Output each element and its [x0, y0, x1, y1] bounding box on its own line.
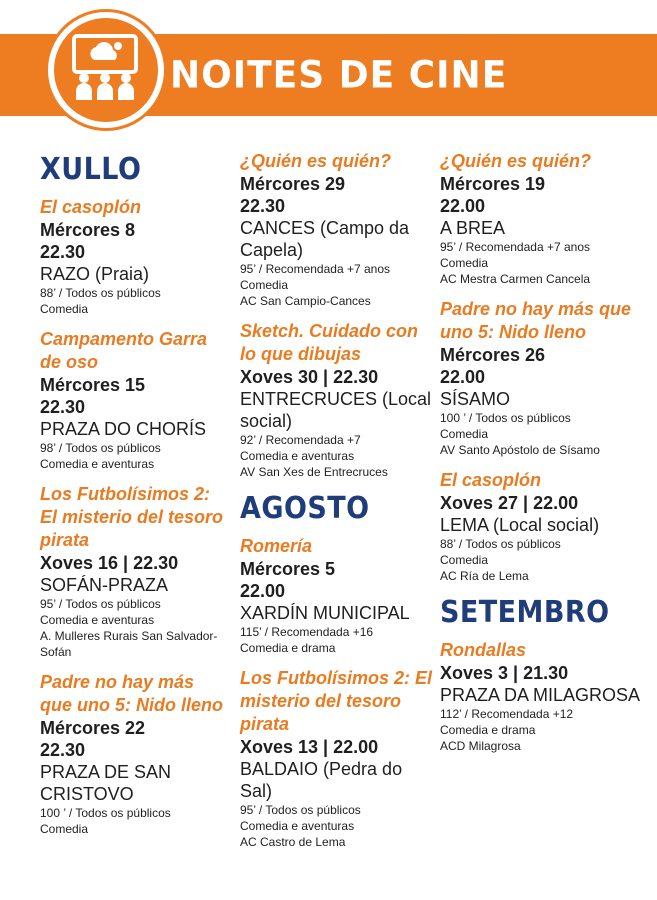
screening-detail: Comedia	[40, 822, 89, 836]
cinema-audience-icon	[68, 34, 144, 104]
screening-detail: 88’ / Todos os públicos	[440, 537, 561, 551]
screening-detail: 100 ’ / Todos os públicos	[440, 411, 571, 425]
film-title: Sketch. Cuidado con lo que dibujas	[240, 321, 419, 364]
screening-detail: 95’ / Todos os públicos	[240, 803, 361, 817]
screening-detail: 98’ / Todos os públicos	[40, 441, 161, 455]
column-1	[40, 150, 230, 848]
screening-detail: 95’ / Recomendada +7 anos	[240, 262, 390, 276]
screening-detail: Comedia e aventuras	[240, 819, 355, 833]
screening-date: Xoves 30 | 22.30	[240, 367, 379, 387]
screening-venue: A BREA	[440, 218, 506, 238]
screening-detail: 88’ / Todos os públicos	[40, 286, 161, 300]
screening-detail: 95’ / Recomendada +7 anos	[440, 240, 590, 254]
screening-date: Xoves 16 | 22.30	[40, 553, 179, 573]
screening-event	[40, 483, 230, 660]
screening-detail: Comedia	[440, 427, 489, 441]
screening-detail: 100 ’ / Todos os públicos	[40, 806, 171, 820]
screening-detail: Comedia	[440, 553, 489, 567]
screening-event	[240, 320, 435, 480]
screening-event	[240, 150, 435, 309]
screening-venue: PRAZA DE SAN CRISTOVO	[40, 762, 172, 804]
screening-date: Mércores 22	[40, 718, 146, 738]
screening-detail: AC Ría de Lema	[440, 569, 529, 583]
film-title: ¿Quién es quién?	[440, 151, 592, 171]
screening-time: 22.30	[240, 196, 286, 216]
screening-venue: SOFÁN-PRAZA	[40, 575, 169, 595]
screening-event	[240, 667, 435, 850]
screening-venue: RAZO (Praia)	[40, 264, 150, 284]
screening-date: Xoves 13 | 22.00	[240, 737, 379, 757]
screening-event	[440, 639, 645, 754]
screening-date: Mércores 29	[240, 174, 346, 194]
screening-detail: 95’ / Todos os públicos	[40, 597, 161, 611]
screening-detail: Comedia e aventuras	[240, 449, 355, 463]
column-2	[240, 150, 435, 861]
screening-date: Mércores 19	[440, 174, 546, 194]
screening-detail: Comedia e drama	[440, 723, 536, 737]
screening-detail: AV San Xes de Entrecruces	[240, 465, 388, 479]
screening-event	[40, 671, 230, 837]
month-heading: SETEMBRO	[440, 595, 610, 630]
screening-event	[440, 150, 645, 287]
film-title: El casoplón	[440, 470, 542, 490]
screening-detail: Comedia	[240, 278, 289, 292]
screening-detail: AC Castro de Lema	[240, 835, 346, 849]
screening-venue: CANCES (Campo da Capela)	[240, 218, 410, 260]
screening-event	[440, 298, 645, 458]
screening-detail: A. Mulleres Rurais San Salvador-Sofán	[40, 629, 218, 659]
film-title: Campamento Garra de oso	[40, 329, 208, 372]
screening-detail: Comedia e drama	[240, 641, 336, 655]
screening-detail: Comedia	[440, 256, 489, 270]
month-heading: XULLO	[40, 152, 142, 187]
screening-date: Xoves 27 | 22.00	[440, 493, 579, 513]
screening-detail: AV Santo Apóstolo de Sísamo	[440, 443, 600, 457]
screening-venue: ENTRECRUCES (Local social)	[240, 389, 432, 431]
screening-detail: 112’ / Recomendada +12	[440, 707, 574, 721]
screening-detail: 115’ / Recomendada +16	[240, 625, 374, 639]
screening-event	[40, 196, 230, 317]
screening-venue: LEMA (Local social)	[440, 515, 600, 535]
page-title: NOITES DE CINE	[170, 53, 508, 97]
film-title: Romería	[240, 536, 313, 556]
month-heading: AGOSTO	[240, 491, 370, 526]
screening-detail: AC Mestra Carmen Cancela	[440, 272, 591, 286]
screening-time: 22.00	[440, 367, 486, 387]
film-title: El casoplón	[40, 197, 142, 217]
screening-detail: Comedia	[40, 302, 89, 316]
screening-detail: Comedia e aventuras	[40, 613, 155, 627]
header-badge	[48, 12, 164, 128]
screening-date: Mércores 5	[240, 559, 336, 579]
screening-venue: XARDÍN MUNICIPAL	[240, 603, 410, 623]
screening-detail: 92’ / Recomendada +7	[240, 433, 361, 447]
screening-venue: SÍSAMO	[440, 389, 511, 409]
screening-date: Mércores 26	[440, 345, 546, 365]
film-title: Padre no hay más que uno 5: Nido lleno	[40, 672, 223, 715]
screening-time: 22.00	[440, 196, 486, 216]
screening-date: Mércores 8	[40, 220, 136, 240]
screening-venue: PRAZA DO CHORÍS	[40, 419, 207, 439]
screening-time: 22.00	[240, 581, 286, 601]
screening-venue: BALDAIO (Pedra do Sal)	[240, 759, 403, 801]
screening-detail: Comedia e aventuras	[40, 457, 155, 471]
screening-detail: ACD Milagrosa	[440, 739, 521, 753]
film-title: ¿Quién es quién?	[240, 151, 392, 171]
screening-time: 22.30	[40, 242, 86, 262]
film-title: Los Futbolísimos 2: El misterio del tesoro pirata	[240, 668, 433, 734]
screening-event	[440, 469, 645, 584]
screening-event	[40, 328, 230, 472]
screening-date: Xoves 3 | 21.30	[440, 663, 569, 683]
screening-venue: PRAZA DA MILAGROSA	[440, 685, 641, 705]
column-3	[440, 150, 645, 765]
screening-detail: AC San Campio-Cances	[240, 294, 371, 308]
film-title: Padre no hay más que uno 5: Nido lleno	[440, 299, 632, 342]
screening-date: Mércores 15	[40, 375, 146, 395]
film-title: Rondallas	[440, 640, 527, 660]
screening-event	[240, 535, 435, 656]
screening-time: 22.30	[40, 397, 86, 417]
film-title: Los Futbolísimos 2: El misterio del tesoro pirata	[40, 484, 224, 550]
screening-time: 22.30	[40, 740, 86, 760]
